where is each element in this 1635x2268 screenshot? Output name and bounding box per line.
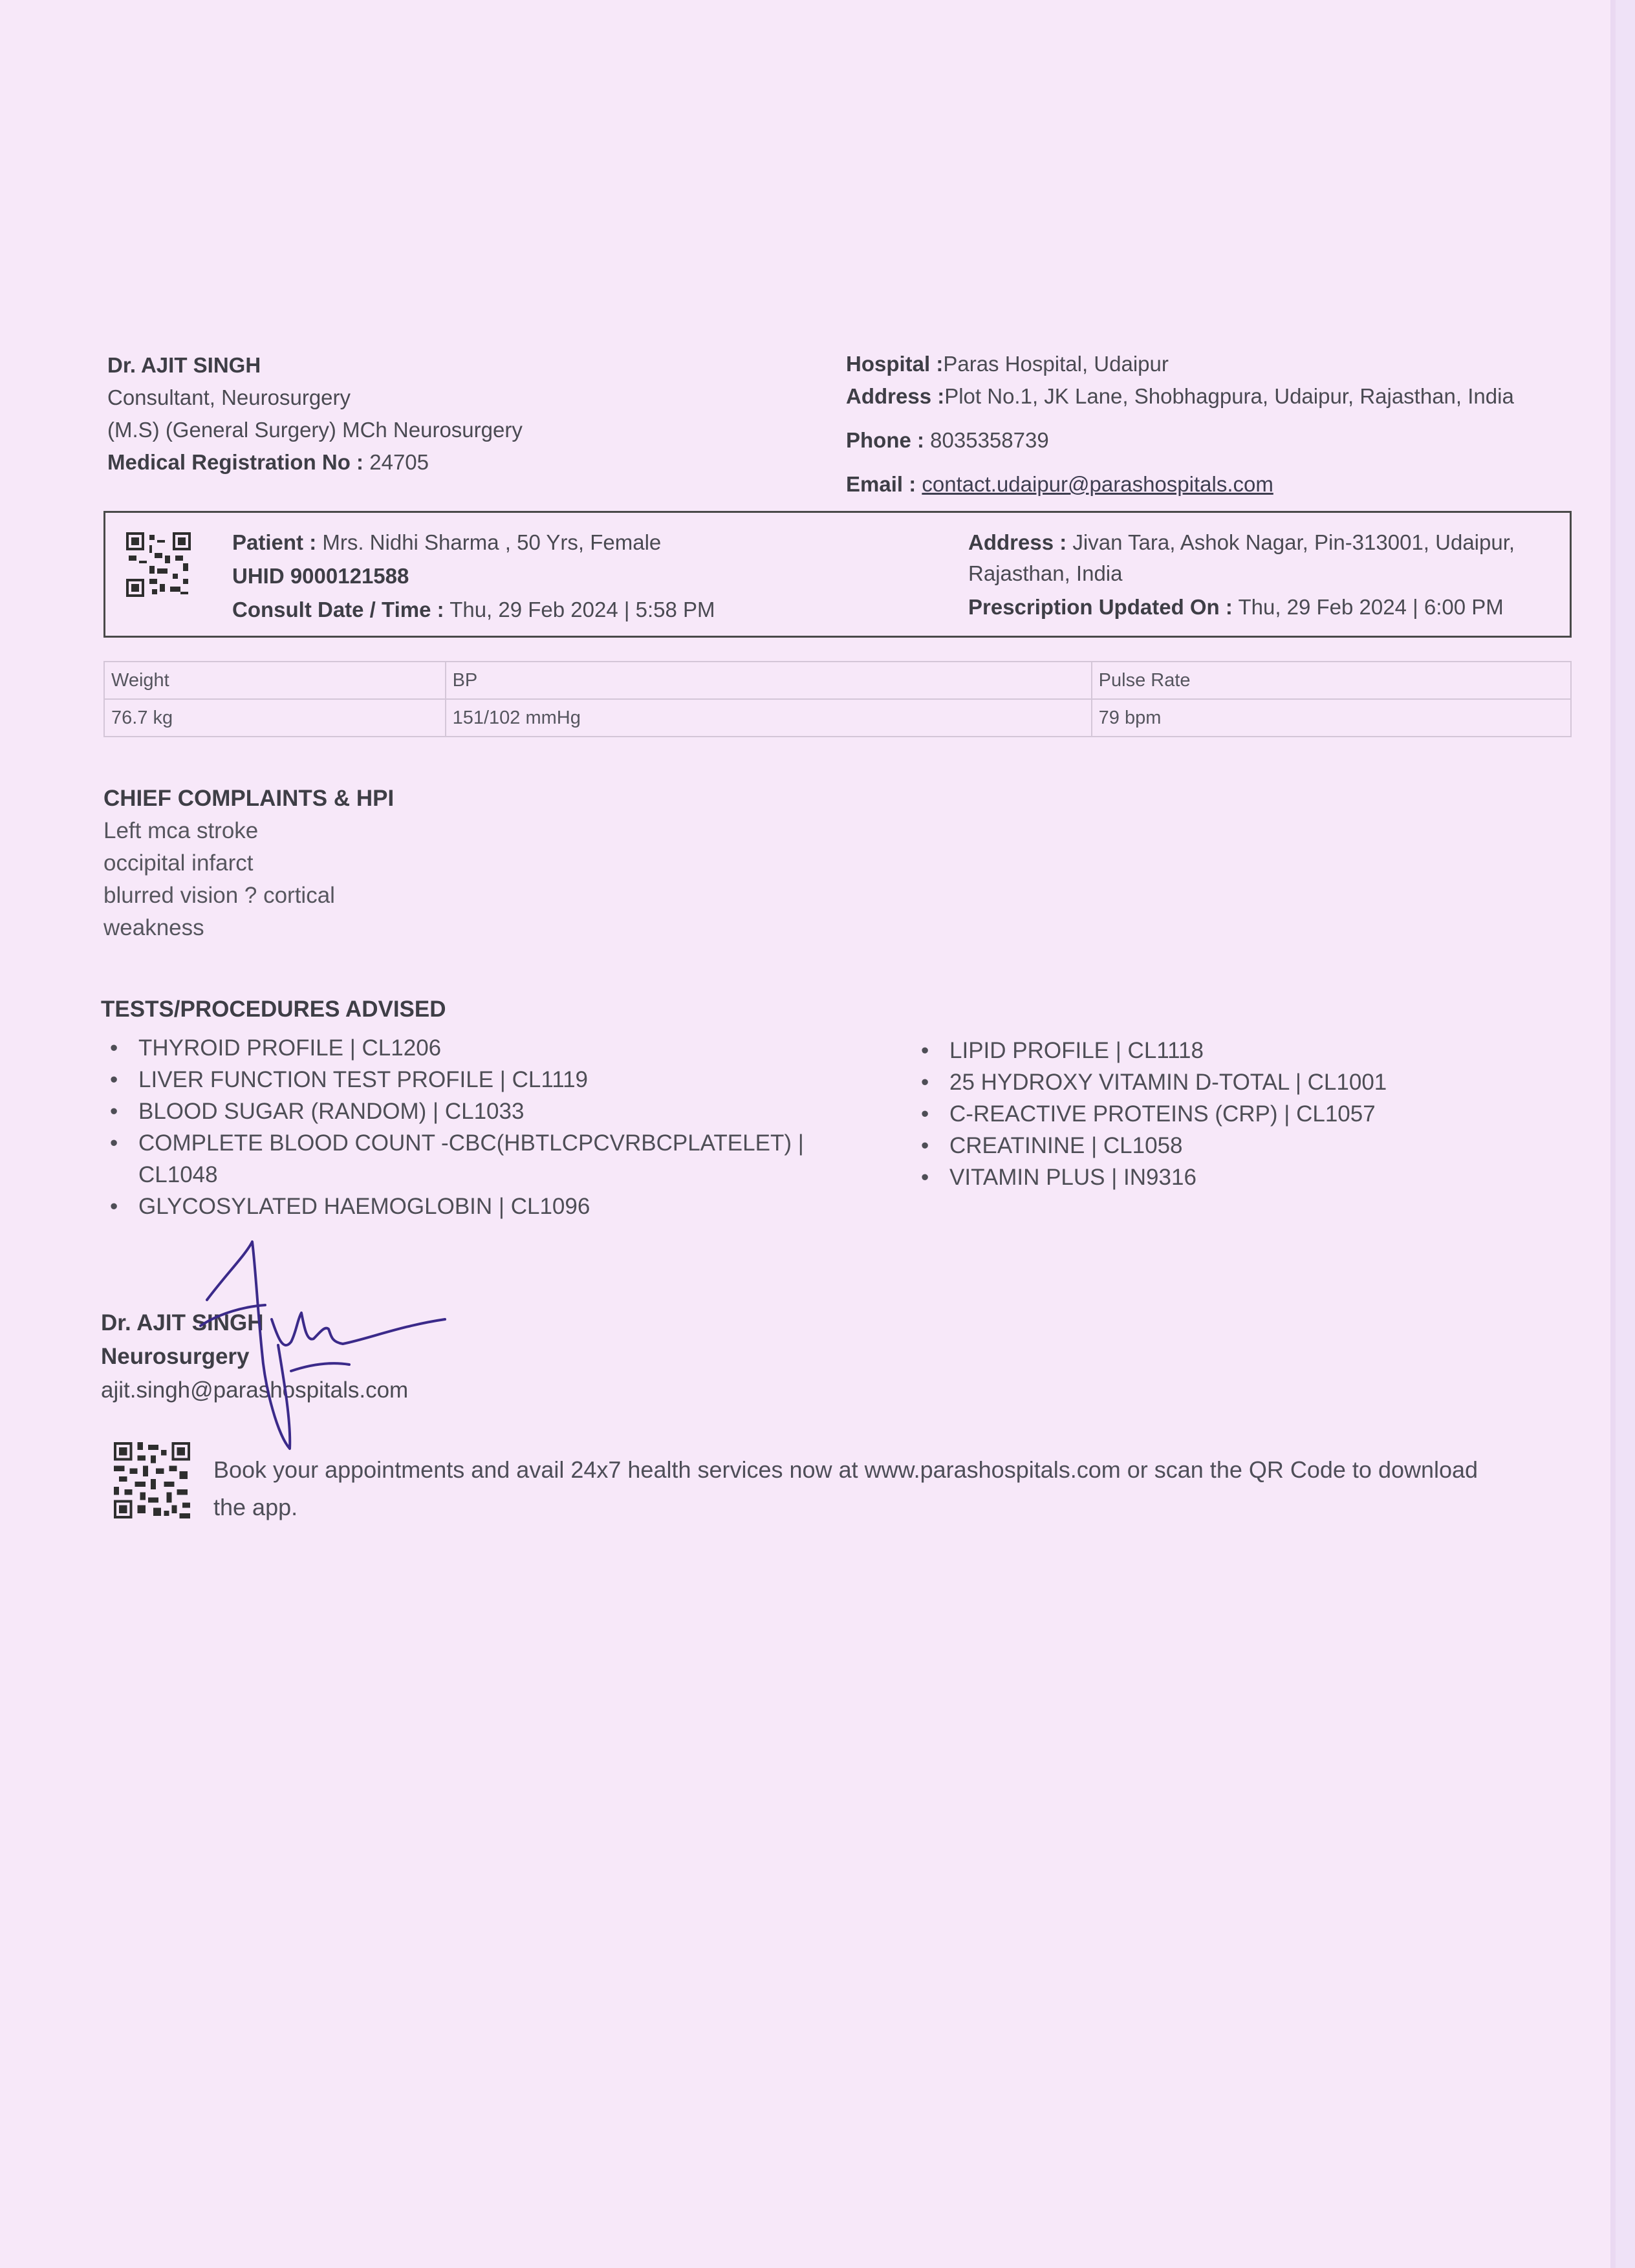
signature-name: Dr. AJIT SINGH — [101, 1310, 264, 1335]
test-item-continued-text: CL1048 — [138, 1162, 218, 1187]
hospital-address-label: Address : — [846, 384, 945, 408]
hospital-address-line — [846, 380, 1590, 413]
patient-info-box — [103, 511, 1572, 638]
vitals-pulse: 79 bpm — [1092, 699, 1571, 737]
signature-email: ajit.singh@parashospitals.com — [101, 1377, 409, 1403]
updated-line — [968, 592, 1550, 623]
test-item: • GLYCOSYLATED HAEMOGLOBIN | CL1096 — [101, 1191, 942, 1222]
test-item: • LIPID PROFILE | CL1118 — [912, 1035, 1559, 1066]
patient-value: Mrs. Nidhi Sharma , 50 Yrs, Female — [322, 530, 662, 554]
updated-label: Prescription Updated On : — [968, 595, 1233, 619]
test-item: • BLOOD SUGAR (RANDOM) | CL1033 — [101, 1096, 942, 1127]
chief-complaints-section — [103, 783, 686, 944]
patient-address-line1 — [968, 527, 1550, 558]
registration-label: Medical Registration No : — [107, 450, 364, 474]
vitals-table — [103, 661, 1572, 737]
patient-label: Patient : — [232, 530, 317, 554]
hospital-value: Paras Hospital, Udaipur — [943, 352, 1169, 376]
consult-label: Consult Date / Time : — [232, 598, 444, 621]
tests-left-column — [101, 1032, 942, 1222]
consult-line — [232, 593, 814, 627]
signature-department: Neurosurgery — [101, 1344, 250, 1369]
footer-line2: the app. — [213, 1494, 298, 1520]
phone-value: 8035358739 — [930, 428, 1049, 452]
test-item: • VITAMIN PLUS | IN9316 — [912, 1161, 1559, 1193]
tests-right-column — [912, 1035, 1559, 1193]
test-item-continued — [101, 1159, 942, 1191]
patient-address-details — [968, 527, 1550, 623]
handwritten-signature — [181, 1229, 466, 1462]
patient-address-value1: Jivan Tara, Ashok Nagar, Pin-313001, Udaipur, — [1072, 530, 1515, 554]
doctor-header — [107, 349, 819, 479]
complaint-line: blurred vision ? cortical — [103, 883, 335, 908]
doctor-qualifications: (M.S) (General Surgery) MCh Neurosurgery — [107, 418, 523, 442]
footer-message — [213, 1451, 1559, 1526]
tests-section — [101, 993, 1588, 1219]
footer-line1: Book your appointments and avail 24x7 health services now at www.parashospitals.com or scan the QR Code to download — [213, 1456, 1478, 1483]
complaint-line: Left mca stroke — [103, 818, 259, 843]
vitals-header-weight: Weight — [104, 662, 446, 699]
hospital-label: Hospital : — [846, 352, 944, 376]
test-item: • THYROID PROFILE | CL1206 — [101, 1032, 942, 1064]
consult-value: Thu, 29 Feb 2024 | 5:58 PM — [449, 598, 715, 621]
phone-line — [846, 424, 1590, 457]
complaint-line: occipital infarct — [103, 850, 254, 876]
email-line — [846, 468, 1590, 501]
patient-address-value2: Rajasthan, India — [968, 561, 1123, 585]
vitals-bp: 151/102 mmHg — [446, 699, 1092, 737]
patient-address-label: Address : — [968, 530, 1067, 554]
registration-value: 24705 — [369, 450, 429, 474]
qr-code-icon — [126, 532, 191, 597]
doctor-name: Dr. AJIT SINGH — [107, 353, 261, 377]
complaints-title: CHIEF COMPLAINTS & HPI — [103, 786, 395, 811]
vitals-header-pulse: Pulse Rate — [1092, 662, 1571, 699]
tests-title: TESTS/PROCEDURES ADVISED — [101, 997, 446, 1022]
doctor-designation: Consultant, Neurosurgery — [107, 385, 351, 409]
test-item: • C-REACTIVE PROTEINS (CRP) | CL1057 — [912, 1098, 1559, 1130]
vitals-header-bp: BP — [446, 662, 1092, 699]
test-item: • CREATININE | CL1058 — [912, 1130, 1559, 1161]
hospital-address-value: Plot No.1, JK Lane, Shobhagpura, Udaipur, Rajasthan, India — [944, 384, 1514, 408]
vitals-value-row — [104, 699, 1571, 737]
phone-label: Phone : — [846, 428, 924, 452]
patient-details — [232, 526, 814, 627]
hospital-line — [846, 348, 1590, 380]
test-item: • 25 HYDROXY VITAMIN D-TOTAL | CL1001 — [912, 1066, 1559, 1098]
test-item: • LIVER FUNCTION TEST PROFILE | CL1119 — [101, 1064, 942, 1096]
app-download-qr-icon — [114, 1442, 190, 1518]
hospital-email-link[interactable]: contact.udaipur@parashospitals.com — [922, 472, 1273, 496]
uhid: UHID 9000121588 — [232, 564, 409, 588]
patient-line — [232, 526, 814, 559]
test-item: • COMPLETE BLOOD COUNT -CBC(HBTLCPCVRBCPLATELET) | — [101, 1127, 942, 1159]
vitals-header-row — [104, 662, 1571, 699]
updated-value: Thu, 29 Feb 2024 | 6:00 PM — [1238, 595, 1504, 619]
registration-line — [107, 446, 819, 479]
complaint-line: weakness — [103, 915, 204, 940]
hospital-header — [846, 348, 1590, 501]
email-label: Email : — [846, 472, 916, 496]
vitals-weight: 76.7 kg — [104, 699, 446, 737]
